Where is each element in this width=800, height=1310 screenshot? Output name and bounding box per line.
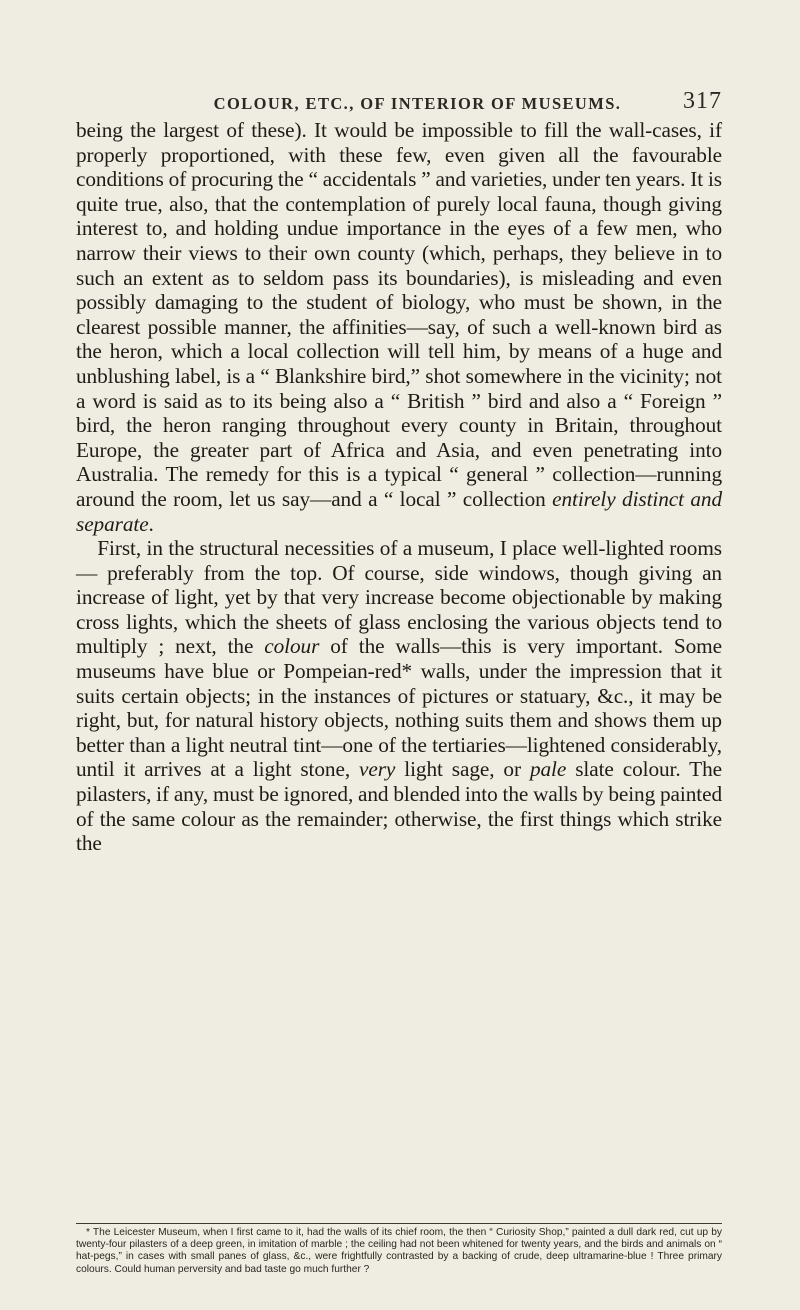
paragraph-2-emphasis-3: pale — [529, 757, 567, 782]
paragraph-1 — [76, 118, 722, 536]
paragraph-2 — [76, 536, 722, 856]
paragraph-2-text-4: slate colour. The pilasters, if any, must be ignored, and blended into the walls by being painted of the same colour as the remainder; otherwise, the first things which strike the — [76, 757, 722, 856]
running-title: COLOUR, ETC., OF INTERIOR OF MUSEUMS. — [213, 94, 622, 113]
paragraph-2-emphasis-1: colour — [264, 634, 320, 659]
running-head — [150, 88, 722, 122]
footnote-divider — [76, 1223, 722, 1224]
paragraph-1-emphasis-1: entirely distinct and separate — [76, 486, 723, 536]
body-text — [76, 118, 722, 856]
page-number: 317 — [683, 88, 722, 114]
footnote: * The Leicester Museum, when I first came to it, had the walls of its chief room, the then “ Curiosity Shop,” painted a dull dark red, cut up by twenty-four pilasters of a deep green, in imitation of marble ; the ceiling had not been whitened for twenty years, and the birds and animals on “ hat-pegs,” in cases with small panes of glass, &c., were frightfully contrasted by a backing of crude, deep ultramarine-blue ! Three primary colours. Could human perversity and bad taste go much further ? — [76, 1227, 722, 1275]
paragraph-2-text-2: of the walls—this is very important. Some museums have blue or Pompeian-red* walls, under the impression that it suits certain objects; in the instances of pictures or statuary, &c., it may be right, but, for natural history objects, nothing suits them and shows them up better than a light neutral tint—one of the tertiaries—lightened considerably, until it arrives at a light stone, — [76, 634, 722, 782]
paragraph-2-emphasis-2: very — [359, 757, 396, 782]
paragraph-1-text-2: . — [148, 511, 154, 536]
paragraph-2-text-1: First, in the structural necessities of a museum, I place well-lighted rooms — preferably from the top. Of course, side windows, though giving an increase of light, yet by that very increase become objectionable by making cross lights, which the sheets of glass enclosing the various objects tend to multiply ; next, the — [76, 536, 722, 659]
paragraph-2-text-3: light sage, or — [395, 757, 530, 782]
paragraph-1-text-1: being the largest of these). It would be impossible to fill the wall-cases, if properly proportioned, with these few, even given all the favourable conditions of procuring the “ accidentals ” and varieties, under ten years. It is quite true, also, that the contemplation of purely local fauna, though giving interest to, and holding undue importance in the eyes of a few men, who narrow their views to their own county (which, perhaps, they believe in to such an extent as to seldom pass its boundaries), is misleading and even possibly damaging to the student of biology, who must be shown, in the clearest possible manner, the affinities—say, of such a well-known bird as the heron, which a local collection will tell him, by means of a huge and unblushing label, is a “ Blankshire bird,” shot somewhere in the vicinity; not a word is said as to its being also a “ British ” bird and also a “ Foreign ” bird, the heron ranging throughout every county in Britain, throughout Europe, the greater part of Africa and Asia, and even penetrating into Australia. The remedy for this is a typical “ general ” collection—running around the room, let us say—and a “ local ” collection — [76, 118, 722, 511]
